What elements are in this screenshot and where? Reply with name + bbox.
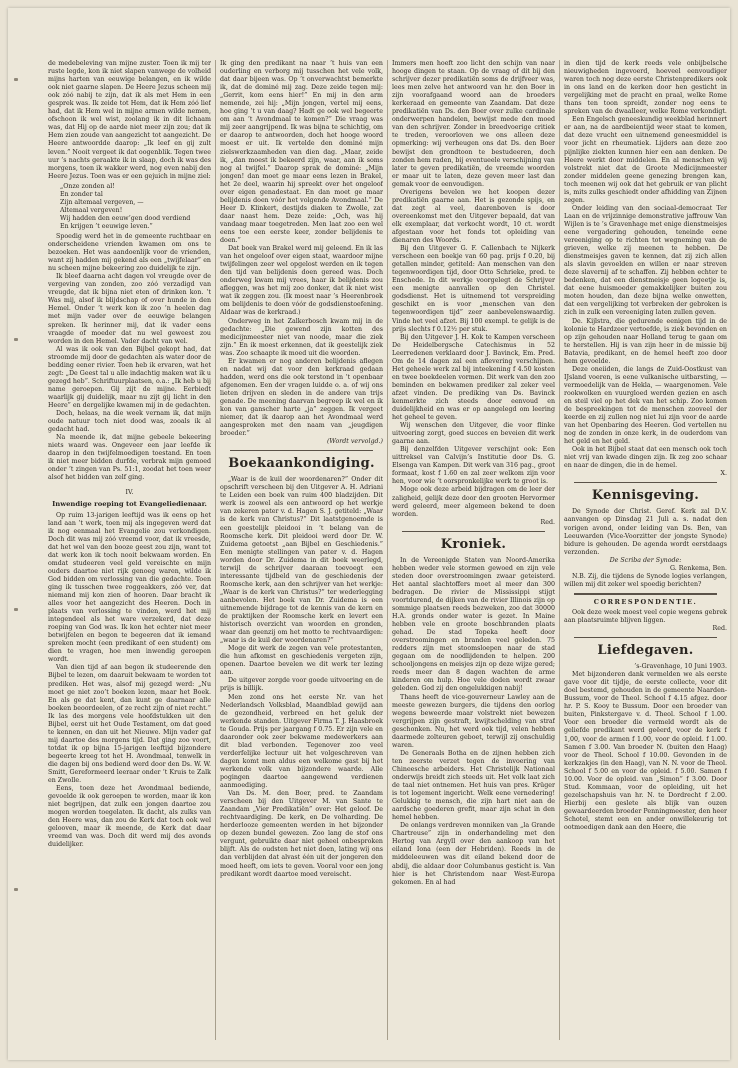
article-paragraph: Ook in het Bijbel staat dat een mensch ook toch niet vrij van kwade dingen zijn. Ik zeg zoo schaar en naar de dingen, die in de hemel. bbox=[564, 446, 727, 470]
article-paragraph: De onlangs verdreven monniken van „la Grande Chartreuse” zijn in onderhandeling met den Hertog van Argyll over den aankoop van het eiland Iona (een der Hebriden). Reeds in de middeleeuwen was dit eiland bekend door de abdij, die aldaar door Columbanus gesticht is. Van hier is het Christendom naar West-Europa gekomen. En al had bbox=[392, 822, 555, 886]
section-heading: Kennisgeving. bbox=[591, 488, 700, 504]
chapter-number: IV. bbox=[125, 489, 134, 497]
signature: ’s-Gravenhage, 10 Juni 1903. bbox=[634, 663, 727, 671]
article-paragraph: Bij den Uitgever J. H. Kok te Kampen verscheen De Heidelbergsche Catechismus in 52 Leerredenen verklaard door J. Bavinck, Em. Pred. Om de 14 dagen zal een aflevering verschijnen. Het geheele werk zal bij inteekening f 4.50 kosten en twee boekdeelen vormen. Dit werk van den zoo beminden en bekwamen prediker zal zeker veel afzet vinden. De prediking van Ds. Bavinck kenmerkte zich steeds door eenvoud en duidelijkheid en was er op aangelegd om leering het geheel te geven. bbox=[392, 333, 555, 422]
section-heading: Kroniek. bbox=[440, 536, 507, 552]
section-divider bbox=[230, 450, 373, 451]
article-paragraph: Bij denzelfden Uitgever verschijnt ook: Een uittreksel van Calvijn’s Institutie door Ds. G. Elsenga van Kampen. Dit werk van 316 pag., groot formaat, kost f 1.60 en zal zeer welkom zijn voor hen, voor wie ’t oorspronkelijke werk te groot is. bbox=[392, 446, 555, 486]
section-subheading: Inwendige roeping tot Evangeliedienaar. bbox=[52, 500, 207, 509]
hymn-verse bbox=[60, 183, 211, 231]
article-paragraph: Bij den Uitgever G. F. Callenbach te Nijkerk verscheen een boekje van 60 pag. prijs f 0.20, bij getallen minder, getiteld: Aan menschen van den tegenwoordigen tijd, door Otto Schrieke, pred. te Enschede. In dit werkje voorgelegt de Schrijver een menigte aanvallen op den Christel. godsdienst. Het is uitnemend tot verspreiding geschikt en is voor „menschen van den tegenwoordigen tijd” zeer aanbevelenswaardig. Vinde het veel afzet. Bij 100 exempl. te gelijk is de prijs slechts f 0.12½ per stuk. bbox=[392, 245, 555, 333]
column-1 bbox=[48, 60, 211, 1040]
binding-hole bbox=[14, 338, 18, 341]
article-paragraph: Thans heeft de vice-gouverneur Lawley aan de meeste gewezen burgers, die tijdens den oorlog wegens beweerde maar volstrekt niet bewezen vergrijpen zijn gestraft, kwijtschelding van straf geschonken. Nu, het werd ook tijd, velen hebben daarmede zolteuren geboet, terwijl zij onschuldig waren. bbox=[392, 693, 555, 749]
signature: G. Renkema, Ben. bbox=[669, 564, 727, 572]
article-paragraph: Ook deze week moest veel copie wegens gebrek aan plaatsruimte blijven liggen. bbox=[564, 608, 727, 624]
continuation-note: (Wordt vervolgd.) bbox=[326, 438, 383, 446]
article-paragraph: Er kwamen er nog anderen belijdenis aflegen en nadat wij dat voor den kerkraad gedaan hadden, werd ons die ook terstond in ’t openbaar afgenomen. Een der vragen luidde o. a. of wij ons lieten drijven en sleden in de andere van trijs genade. De meening daarvan begreep ik wel en ik kon van ganscher harte „ja” zeggen. Ik vergeet niemer, dat ik daarop aan het Avondmaal werd aangesproken met den naam van „jeugdigen broeder.” bbox=[220, 357, 383, 438]
article-paragraph: Ik ging den predikant na naar ’t huis van een ouderling en verborg mij tusschen het vele volk, dat daar bijeen was. Op ’t onverwachtst bemerkte ik, dat de dominé mij zag. Deze zeide tegen mij: „Gerrit, kom eens hier!” En mij in den arm nemende, zei hij: „Mijn jongen, vertel mij eens, hoe ging ’t u van daag? Hadt ge ook wel begeerte om aan ’t Avondmaal te komen?” Die vraag was mij zeer aangrijpend. Ik was bijna te schichtig, om er daarop te antwoorden, doch het hooge woord moest er uit. Ik vertelde den dominé mijn zielswerkzaamheden van dien dag. „Maar, zeide ik, „dan moest ik bekeerd zijn, waar, aan ik soms nog al twijfel.” Daarop sprak de dominé: „Mijn jongen! dan moet ge maar eens lezen in Brakel, het 2e deel, waarin hij spreekt over het ongeloof over eigen genadestaat. En dan moet ge maar belijdenis doen vóór het volgende Avondmaal.” De Heer D. Klinkert, destijds diaken te Zwolle, zat daar naast hem. Deze zeide: „Och, was hij vandaag maar toegetreden. Men laat zoo een wel eens toe een eerste keer, zonder belijdenis te doen.” bbox=[220, 60, 383, 245]
article-paragraph: Spoedig werd het in de gemeente ruchtbaar en onderscheidene vrienden kwamen om ons te bezoeken. Het was aandoenlijk voor de vrienden, want zij hadden mij gekend als een „twijfelaar” en nu scheen mijne bekeering zoo duidelijk te zijn. bbox=[48, 232, 211, 273]
section-heading: Boekaankondiging. bbox=[228, 456, 375, 472]
article-paragraph: Moge dit werk de zegen van vele protestanten, die hun afkomst en geschiedenis vergeten zijn, openen. Daartoe bevelen we dit werk ter lezing aan. bbox=[220, 645, 383, 677]
article-paragraph: Ik bleef daarna acht dagen vol vreugde over de vergeving van zonden, zoo zóó verzadigd van vreugde, dat ik bijna niet eten of drinken kon. ’t Was mij, alsof ik blijdschap of over hunde in den Hemel. Onder ’t werk kon ik zoo ’n heelen dag met mijn vader over de eeuwige belangen spreken. Ik herinner mij, dat ik vader eens vraagde of moeder dat nu wel geweest zou worden in den Hemel. Vader dacht van wel. bbox=[48, 273, 211, 345]
article-paragraph: Van dien tijd af aan begon ik studeerende den Bijbel te lezen, om daaruit bekwaam te worden tot prediken. Het was, alsof mij gezegd werd: „Nu moet ge niet zoo’t boeken lezen, maar het Boek. En als ge dat kent, dan kunt ge daarnaar alle boeken beoordeelen, of ze recht zijn of niet recht.” Ik las des morgens vele hoofdstukken uit den Bijbel, eerst uit het Oude Testament, om dat goed te kennen, en dan uit het Nieuwe. Mijn vader gaf mij daartoe des morgens tijd. Dat ging zoo voort, totdat ik op bijna 15-jarigen leeftijd bijzondere begeerte kreeg tot het H. Avondmaal, tenwelk in die dagen bij ons bediend werd door den Ds. W. W. Smitt, Gereformeerd leeraar onder ’t Kruis te Zalk en Zwolle. bbox=[48, 664, 211, 785]
column-divider bbox=[215, 60, 216, 1040]
article-paragraph: Een Engelsch geneeskundig weekblad herinnert er aan, na de aardbeientijd weer staat te komen, dat deze vrucht een uitnemend geneesmiddel is voor jicht en rheumatiek. Lijders aan deze zoo pijnlijke ziekten kunnen hier een aan denken. De Heere werkt door middelen. En al menschen wij volstrekt niet dat de Groote Medicijnmeester zonder middelen geene genezing brengen kan, toch meenen wij ook dat het gebruik er van plicht is, mits zulks geschiedt onder afhidding van Zijnen zegen. bbox=[564, 116, 727, 204]
section-heading: CORRESPONDENTIE. bbox=[593, 597, 698, 606]
binding-hole bbox=[14, 78, 18, 81]
article-paragraph: Met bijzonderen dank vermelden we als eerste gave voor dit tijdje, de eerste collecte, voor dit doel bestemd, gehouden in de gemeente Naarden-Bussum, voor de Theol. School f 4.15 afgez. door hr. P. S. Kooy te Bussum. Door een broeder van buiten, Pinkstergave v. d. Theol. School f 1.00. Voor een broeder die vermeld wordt als de geliefde predikant werd geëerd, voor de kerk f 1,00, voor de armen f 1.00, voor de opleid. f 1.00. Samen f 3.00. Van broeder N. (buiten den Haag) voor de Theol. School f 10.00. Gevonden in de kerkzakjes (in den Haag), van N. N. voor de Theol. School f 5.00 en voor de opleid. f 5.00. Samen f 10.00. Voor de opleid. van „Simon” f 3.00. Door Stud. Kommaan, voor de opleiding, uit het gezelschapshuis van hr. N. te Dordrecht f 2.00. Hierbij een geslete als blijk van ouzen gewaardeerden broeder Penningmeester, den heer Schotel, stemt een en ander onwillekeurig tot ootmoedigen dank aan den Heere, die bbox=[564, 671, 727, 832]
verse-line: Altemaal vergeven! bbox=[60, 206, 123, 214]
article-paragraph: de medebeleving van mijne zuster. Toen ik mij ter ruste legde, kon ik niet slapen vanwege de volheid mijns harten van eeuwige belangen, en ik wilde ook niet gaarne slapen. De Heere Jezus scheen mij ook zóó nabij te zijn, dat ik als met Hem in een gesprek was. Ik zeide tot Hem, dat ik Hem zóó lief had, dat ik Hem wel in mijne armen wilde nemen, ofschoon ik wel wist, zoolang ik in dit lichaam was, dat Hij op de aarde niet meer zijn zou; dat ik Hem zien zoude van aangezicht tot aangezicht. De Heere antwoordde daarop: „Ik leef en gij zult leven.” Nooit vergeet ik dat oogenblik. Tegen twee uur ’s nachts geraakte ik in slaap, doch ik was des morgens, toen ik wakker werd, nog even nabij den Heere Jezus. Toen was er een gejuich in mijne ziel: bbox=[48, 60, 211, 180]
article-paragraph: De Synode der Christ. Geref. Kerk zal D.V. aanvangen op Dinsdag 21 Juli a. s. nadat den vorigen avond, onder leiding van Ds. Ben, van Leeuwarden (Vice-Voorzitter der jongste Synode) bidure is gehouden. De agenda wordt eerstdaags verzonden. bbox=[564, 508, 727, 556]
article-paragraph: in dien tijd de kerk reeds vele onbijbelsche nieuwigheden ingevoerd, hoeveel eenvoudiger waren toch nog deze eerste Christenpredikers ook in ons land en de kerken door hen gesticht in vergelijking met de pracht en praal, welke Rome thans ten toon spreidt, zonder nog eens te spreken van de dwaalleer, welke Rome verkondigt. bbox=[564, 60, 727, 116]
column-divider bbox=[559, 60, 560, 1040]
article-paragraph: De. Kijlstra, die gedurende eenigen tijd in de kolonie te Hardzeer vertoefde, is ziek bevonden en op zijn gehouden naar Holland terug te gaan om te herstellen. Hij is van zijn heer in de missie bij Batavia, predikant, en de hemel heeft zoo door hem gevoelde. bbox=[564, 317, 727, 365]
article-paragraph: Al was ik ook van den Bijbel gekopt had, dat stroomde mij door de gedachten als water door de bedding eener rivier. Toen heb ik ervaren, wat het zegt: „De Geest tal u alle indachtig maken wat ik u gezegd heb”. Schriftuurplaatsen, o.a.: „Ik heb u bij name geroepen. Gij zijt de mijne. Eerbiedt waarlijk gij duidelijk, maar nu zijt gij licht in den Heere” en dergelijke kwamen mij in de gedachten. bbox=[48, 345, 211, 409]
section-heading: Liefdegaven. bbox=[597, 643, 694, 659]
article-paragraph: Moge ook deze arbeid bijdragen om de leer der zaligheid, gelijk deze door den grooten Hervormer werd geleerd, meer algemeen bekend te doen worden. bbox=[392, 486, 555, 518]
article-paragraph: In de Vereenigde Staten van Noord-Amerika hebben weder vele stormen gewoed en zijn vele steden door overstroomingen zwaar geteisterd. Het aantal slachtoffers moet al meer dan 300 bedragen. De rivier de Mississippi stijgt voortdurend, de dijken van de rivier Illinois zijn op sommige plaatsen reeds bezweken, zoo dat 30000 H.A. gronds onder water is gezet. In Maine hebben vele en groote boschbranden plaats gehad. De stad Topeka heeft door overstroomingen en branden veel geleden. 75 redders zijn met stoomsloepen naar de stad gegaan om de noodlijdenden te helpen. 200 schooljongens en meisjes zijn op deze wijze gered; reeds meer dan 8 dagen wachten de arme kinderen om hulp. Hoe vele doden wordt zwaar geleden. God zij den ongelukkigen nabij! bbox=[392, 556, 555, 693]
section-divider bbox=[574, 593, 717, 595]
binding-hole bbox=[14, 888, 18, 891]
article-paragraph: Wij wenschen den Uitgever, die voor flinke uitvoering zorgt, goed succes en beveien dit werk gaarne aan. bbox=[392, 422, 555, 446]
newspaper-page bbox=[8, 8, 730, 1060]
article-paragraph: Overigens bevelen we het koopen dezer predikatiën gaarne aan. Het is gezonde spijs, en dat zegt al veel, daarenboven is door overeenkomst met den Uitgever bepaald, dat van elk exemplaar, dat verkocht wordt, 10 ct. wordt afgestaan voor het fonds tot opleiding van dienaren des Woords. bbox=[392, 188, 555, 245]
column-3 bbox=[392, 60, 555, 1040]
verse-line: Zijn altemaal vergeven, — bbox=[60, 198, 144, 206]
article-paragraph: Dat boek van Brakel werd mij geleend. En ik las van het ongeloof over eigen staat, waardoor mijne twijfelingen zeer wel opgelost werden en ik tegen den tijd van belijdenis doen gereed was. Doch onderweg kwam mij vrees, haar ik belijdenis zou afleggen, was het mij zoo donker, dat ik niet wist wat ik zeggen zou. (Ik moest naar ’s Heerenbroek om belijdenis te doen vóór de godsdienstoefening. Aldaar was de kerkraad.) bbox=[220, 245, 383, 317]
binding-hole bbox=[14, 608, 18, 611]
article-paragraph: N.B. Zij, die tijdens de Synode logies verlangen, willen mij dit zeker wel spoedig berichten? bbox=[564, 572, 727, 588]
verse-line: En krijgen ’t eeuwige leven.” bbox=[60, 222, 153, 230]
signature: Red. bbox=[712, 625, 727, 633]
signature-title: De Scriba der Synode: bbox=[609, 556, 682, 564]
article-paragraph: Men zond ons het eerste Nr. van het Nederlandsch Volksblad, Maandblad gewijd aan de gezondheid, verbreed en het geluk der werkende standen. Uitgever Firma T. J. Haasbroek te Gouda. Prijs per jaargang f 0.75. Er zijn vele en daaronder ook zeer bekwame medewerkers aan dit blad verbonden. Tegenover zoo veel verderfelijke lectuur uit het volgeschreven van dagen komt men aldus een welkome gast bij het werkende volk van bijzondere waarde. Alle pogingen daartoe aangewend verdienen aanmoediging. bbox=[220, 693, 383, 790]
article-paragraph: Doch, helaas, na die week vernam ik, dat mijn oude natuur toch niet dood was, zooals ik al gedacht had. bbox=[48, 410, 211, 434]
column-4 bbox=[564, 60, 727, 1040]
article-paragraph: Onderweg in het Zalkerbosch kwam mij in de gedachte: „Die gewend zijn kotten des medicijnmeester niet van noode, maar die ziek zijn.” En ik moest erkennen, dat ik geestelijk ziek was. Zoo schaapte ik moed uit die woorden. bbox=[220, 317, 383, 357]
article-paragraph: Van Ds. M. den Boer, pred. te Zaandam verscheen bij den Uitgever M. van Sante te Zaandam „Vier Predikatiën” over: Het geloof. De rechtvaardiging. De kerk, en De volharding. De herderlooze gemeenten werden in het bijzonder op dezen bundel gewezen. Zoo lang de stof ons vergunt, gebruikte daar niet geheel onbesproken blijft. Als de oudsten het niet doen, lating wij ons dan verblijden dat alvast één uit der jongeren den moed heeft, om iets te geven. Vooral voor een jong predikant wordt daartoe moed vereischt. bbox=[220, 790, 383, 878]
verse-line: „Onze zonden al! bbox=[60, 182, 115, 190]
article-paragraph: Onder leiding van den sociaal-democraat Ter Laan en de vrijzinnige demonstrative jaffrouw Van Wijlen is te ’s Gravenhage met enige dienstmeisjes eene vergadering gehouden, teneinde eene vereeniging op te richten tot wegneming van de grieven, welke zij meenen te hebben. De dienstmeisjes gaven te kennen, dat zij zich allen als slavin gevoelden en willen er naar streven deze slavernij af te schaffen. Zij hebben echter te bedenken, dat een dienstmeisje geen logeetje is, dat eene huismoeder gemakkelijker buiten zou moten houden, dan deze bijna welke onwetten, dat een vergelijking tot verbreken der gebroken is zich in zulk een vereeniging laten zullen geven. bbox=[564, 204, 727, 317]
section-divider bbox=[574, 637, 717, 638]
section-divider bbox=[402, 531, 545, 532]
article-paragraph: Na meende ik, dat mijne gebeele bekeering niets waard was. Ongeveer een jaar leefde ik daarop in den twijfelmoedigen toestand. En toen ik niet meer bidden durfde, verbrak mijn gemoed onder ’t zingen van Ps. 51:1, zoodat het toen weer alsof het bidden van zelf ging. bbox=[48, 434, 211, 482]
verse-line: Wij hadden den eeuw’gen dood verdiend bbox=[60, 214, 191, 222]
column-divider bbox=[387, 60, 388, 1040]
article-paragraph: Immers men hoeft zoo licht den schijn van naar hooge dingen te staan. Op de vraag of dit bij den schrijver dezer predikatiën soms de drijfveer was, lees men zelve het antwoord van hr. den Boer in zijn voorafgaand woord aan de broeders kerkeraad en gemeente van Zaandam. Dat deze predikatiën van Ds. den Boer over zulke cardinale onderwerpen handelen, bewijst mede den moed van den schrijver. Zonder in breedvoerige critiek te treden, veroorloven we ons alleen deze opmerking: wij verheugen ons dat Ds. den Boer bewijst den grondtoon te bestudeeren, doch zonden hem raden, bij eventueele verschijning van later te geven predikatiën, de vreemde woorden er maar uit te laten, deze geven meer last dan gemak voor de eenvoudigen. bbox=[392, 60, 555, 188]
verse-line: En zonder tal bbox=[60, 190, 103, 198]
article-paragraph: Deze oneiiden, die langs de Zuid-Oostkust van IJsland voeren, is eene vulkanische uitbarsting, — vermoedelijk van de Hekla, — waargenomen. Vele rookwolken en vuurgloed werden gezien en asch en steil viel op het dek van het schip. Zoo komen de bespreekingen tot de menschen zooveel der keerde en zij zullen nog niet lui zijn voor de aarde van het Openbaring des Heeren. God vertellen nu nog de zonden in onze kerk, in de ouderdom van het geld en het geld. bbox=[564, 365, 727, 446]
article-paragraph: Op ruim 13-jarigen leeftijd was ik eens op het land aan ’t werk, toen mij als ingegeven werd dat ik nog eenmaal het Evangelie zou verkondigen. Doch dit was mij zóó vreemd voor, dat ik vreesde, dat het wel van den booze geest zou zijn, want tot dat werk kon ik toch nooit bekwaam worden. En omdat studeeren veel geld vereischte en mijn ouders daartoe niet rijk genoeg waren, wilde ik God bidden om verlossing van die gedachte. Toen ging ik tusschen twee roggeakkers, zóó ver, dat niemand mij kon zien of hooren. Daar bracht ik alles voor het aangezicht des Heeren. Doch in plaats van verlossing te vinden, werd het mij integendeel als het ware verzekerd, dat deze roeping van God was. Ik kon het echter niet meer betwijfelen en begon te begeeren dat ik iemand spreken mocht (een predikant of een student) om dien te vragen, hoe men inwendig geroepen wordt. bbox=[48, 511, 211, 664]
signature: X. bbox=[720, 470, 727, 478]
article-paragraph: De uitgever zorgde voor goede uitvoering en de prijs is billijk. bbox=[220, 677, 383, 693]
article-paragraph: Eens, toen deze het Avondmaal bediende, gevoelde ik ook geroepen te worden, maar ik kon niet begrijpen, dat zulk een jongen daartoe zou mogen worden toegelaten. Ik dacht, als zulks van den Heere was, dan zou de Kerk dat toch ook wel gelooven, maar ik meende, de Kerk dat daar vreemd van was. Doch dit werd mij des avonds duidelijker. bbox=[48, 785, 211, 849]
article-paragraph: De Generaals Botha en de zijnen hebben zich ten zeerste verzet tegen de invoering van Chineesche arbeiders. Het Christelijk Nationaal onderwijs breidt zich steeds uit. Het volk laat zich de taal niet ontnemen. Het huis van pres. Krüger is tot logement ingericht. Welk eene vernedering! Gelukkig te mensch, die zijn hart niet aan de aardsche goederen grefit, maar zijn schat in den hemel hebben. bbox=[392, 749, 555, 822]
article-paragraph: „Waar is de kuil der woordenaren?” Onder dit opschrift verscheen bij den Uitgever A. H. Adriani te Leiden een boek van ruim 400 bladzijden. Dit werk is zoowel als een antwoord op het werkje van zekeren pater v. d. Hagen S. J. getiteld: „Waar is de kerk van Christus?” Dit laatstgenoemde is een geestelijk pleidooi in ’t belang van de Roomsche kerk. Dit pleidooi werd door Dr. W. Zuidema getoetst „aan Bijbel en Geschiedenis.” Een menigte stellingen van pater v. d. Hagen worden door Dr. Zuidema in dit boek weerlegd, terwijl de schrijver daaraan toevoegt een interessante tijdbeld van de geschiedenis der Roomsche kerk, aan den schrijver van het werkje: „Waar is de kerk van Christus?” ter wederlegging aanbevolen. Het boek van Dr. Zuidema is een uitnemende bijdrage tot de kennis van de kern en de praktijken der Roomsche kerk en levert een historisch overzicht van woorden en gronden, waar dan geenzij om het motto te rechtvaardigen: „waar is de kuil der woordenaren?” bbox=[220, 476, 383, 645]
signature: Red. bbox=[540, 518, 555, 526]
section-divider bbox=[574, 482, 717, 483]
column-2 bbox=[220, 60, 383, 1040]
